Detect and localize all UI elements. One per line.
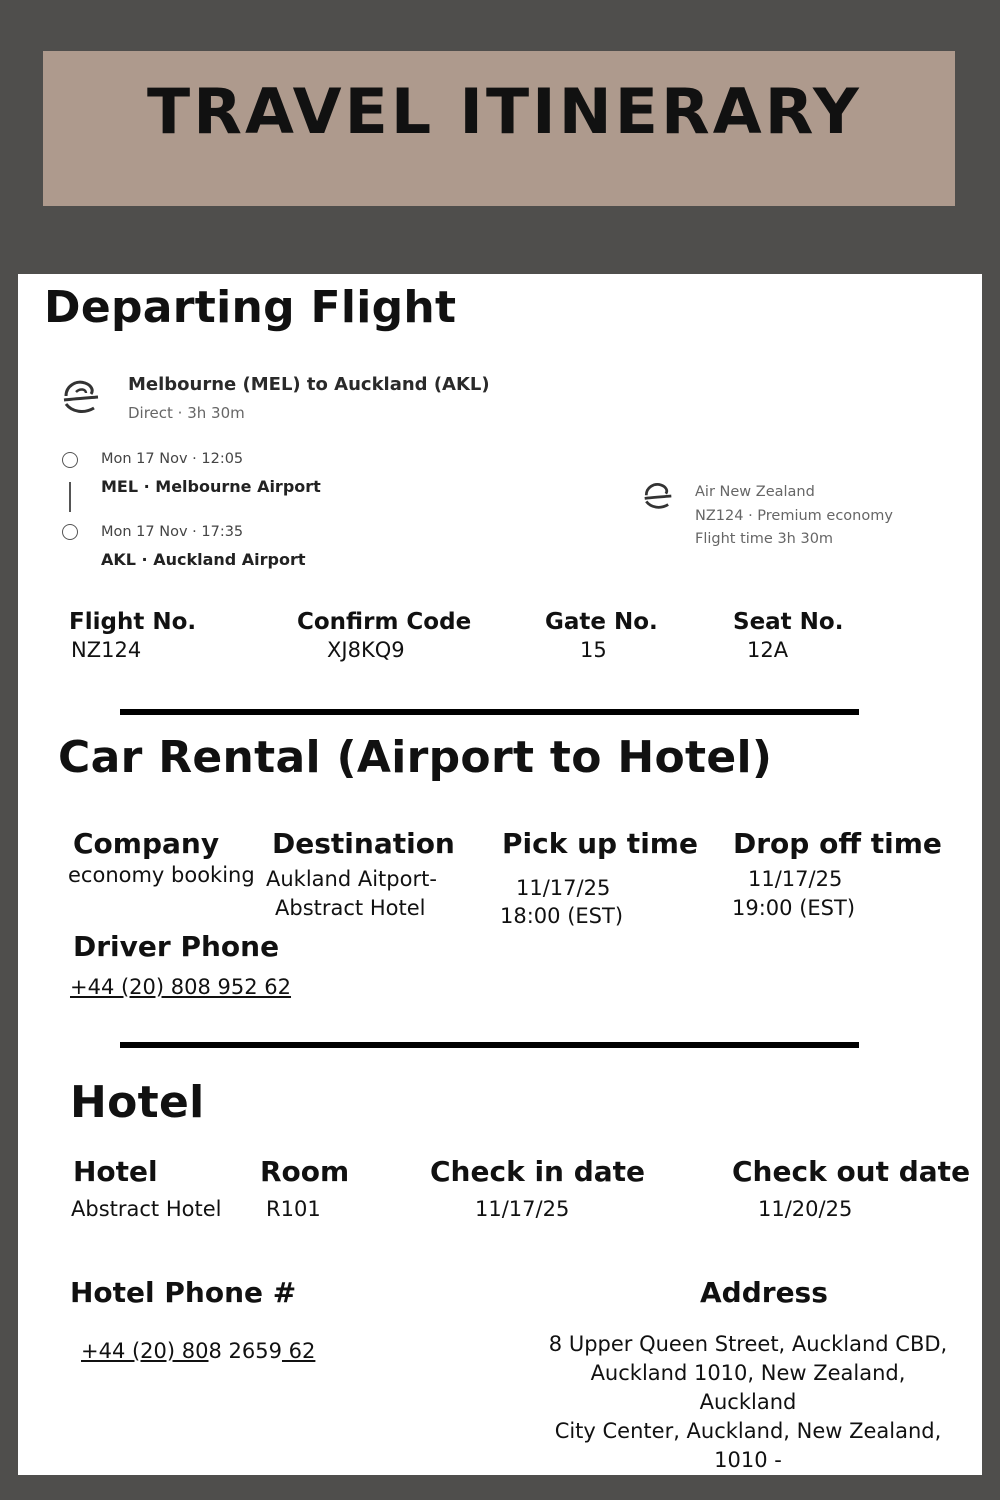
company-value: economy booking bbox=[68, 863, 255, 887]
hotel-phone-part3: 62 bbox=[281, 1339, 316, 1363]
flight-no-label: Flight No. bbox=[69, 609, 197, 635]
page-title: TRAVEL ITINERARY bbox=[147, 75, 862, 148]
confirm-code-label: Confirm Code bbox=[297, 609, 472, 635]
dropoff-time-label: Drop off time bbox=[733, 827, 942, 860]
departing-flight-heading: Departing Flight bbox=[44, 282, 457, 333]
title-banner bbox=[43, 51, 955, 206]
gate-no-value: 15 bbox=[580, 638, 607, 662]
address-line3: City Center, Auckland, New Zealand, bbox=[554, 1419, 942, 1443]
check-out-value: 11/20/25 bbox=[758, 1197, 853, 1221]
pickup-time: 18:00 (EST) bbox=[500, 904, 624, 928]
check-in-label: Check in date bbox=[430, 1155, 646, 1188]
hotel-address bbox=[548, 1330, 948, 1475]
room-label: Room bbox=[260, 1155, 350, 1188]
departure-time: Mon 17 Nov · 12:05 bbox=[101, 451, 244, 467]
car-rental-heading: Car Rental (Airport to Hotel) bbox=[58, 732, 773, 783]
gate-no-label: Gate No. bbox=[545, 609, 658, 635]
arrival-time: Mon 17 Nov · 17:35 bbox=[101, 524, 244, 540]
address-label: Address bbox=[700, 1276, 828, 1309]
itinerary-card bbox=[18, 274, 982, 1475]
hotel-phone-part2: 8 2659 bbox=[208, 1339, 282, 1363]
hotel-label: Hotel bbox=[73, 1155, 158, 1188]
departure-airport: MEL · Melbourne Airport bbox=[101, 477, 321, 496]
flight-class: NZ124 · Premium economy bbox=[695, 508, 893, 524]
driver-phone-label: Driver Phone bbox=[73, 930, 280, 963]
address-line1: 8 Upper Queen Street, Auckland CBD, bbox=[548, 1332, 948, 1356]
departure-circle-icon bbox=[62, 452, 78, 468]
destination-label: Destination bbox=[272, 827, 455, 860]
dropoff-date: 11/17/25 bbox=[748, 867, 843, 891]
hotel-value: Abstract Hotel bbox=[71, 1197, 222, 1221]
airline-logo-icon bbox=[58, 374, 104, 420]
arrival-circle-icon bbox=[62, 524, 78, 540]
section-divider bbox=[120, 1042, 859, 1048]
flight-route: Melbourne (MEL) to Auckland (AKL) bbox=[128, 374, 490, 395]
check-in-value: 11/17/25 bbox=[475, 1197, 570, 1221]
destination-line2: Abstract Hotel bbox=[275, 896, 426, 920]
check-out-label: Check out date bbox=[732, 1155, 971, 1188]
hotel-phone-link[interactable] bbox=[81, 1339, 315, 1363]
timeline-line bbox=[69, 482, 71, 512]
hotel-phone-part1: +44 (20) 80 bbox=[81, 1339, 209, 1363]
room-value: R101 bbox=[266, 1197, 321, 1221]
destination-line1: Aukland Aitport- bbox=[266, 867, 437, 891]
section-divider bbox=[120, 709, 859, 715]
arrival-airport: AKL · Auckland Airport bbox=[101, 550, 306, 569]
flight-no-value: NZ124 bbox=[71, 638, 142, 662]
flight-time: Flight time 3h 30m bbox=[695, 531, 834, 547]
confirm-code-value: XJ8KQ9 bbox=[327, 638, 405, 662]
hotel-heading: Hotel bbox=[70, 1077, 205, 1128]
flight-summary: Direct · 3h 30m bbox=[128, 404, 245, 422]
company-label: Company bbox=[73, 827, 220, 860]
seat-no-label: Seat No. bbox=[733, 609, 844, 635]
hotel-phone-label: Hotel Phone # bbox=[70, 1276, 297, 1309]
dropoff-time: 19:00 (EST) bbox=[732, 896, 856, 920]
address-line4: 1010 - bbox=[714, 1448, 782, 1472]
airline-name: Air New Zealand bbox=[695, 484, 815, 500]
pickup-date: 11/17/25 bbox=[516, 876, 611, 900]
seat-no-value: 12A bbox=[747, 638, 789, 662]
pickup-time-label: Pick up time bbox=[502, 827, 698, 860]
driver-phone-link[interactable]: +44 (20) 808 952 62 bbox=[70, 975, 292, 999]
airline-small-logo-icon bbox=[640, 478, 676, 514]
address-line2: Auckland 1010, New Zealand, Auckland bbox=[590, 1361, 906, 1414]
